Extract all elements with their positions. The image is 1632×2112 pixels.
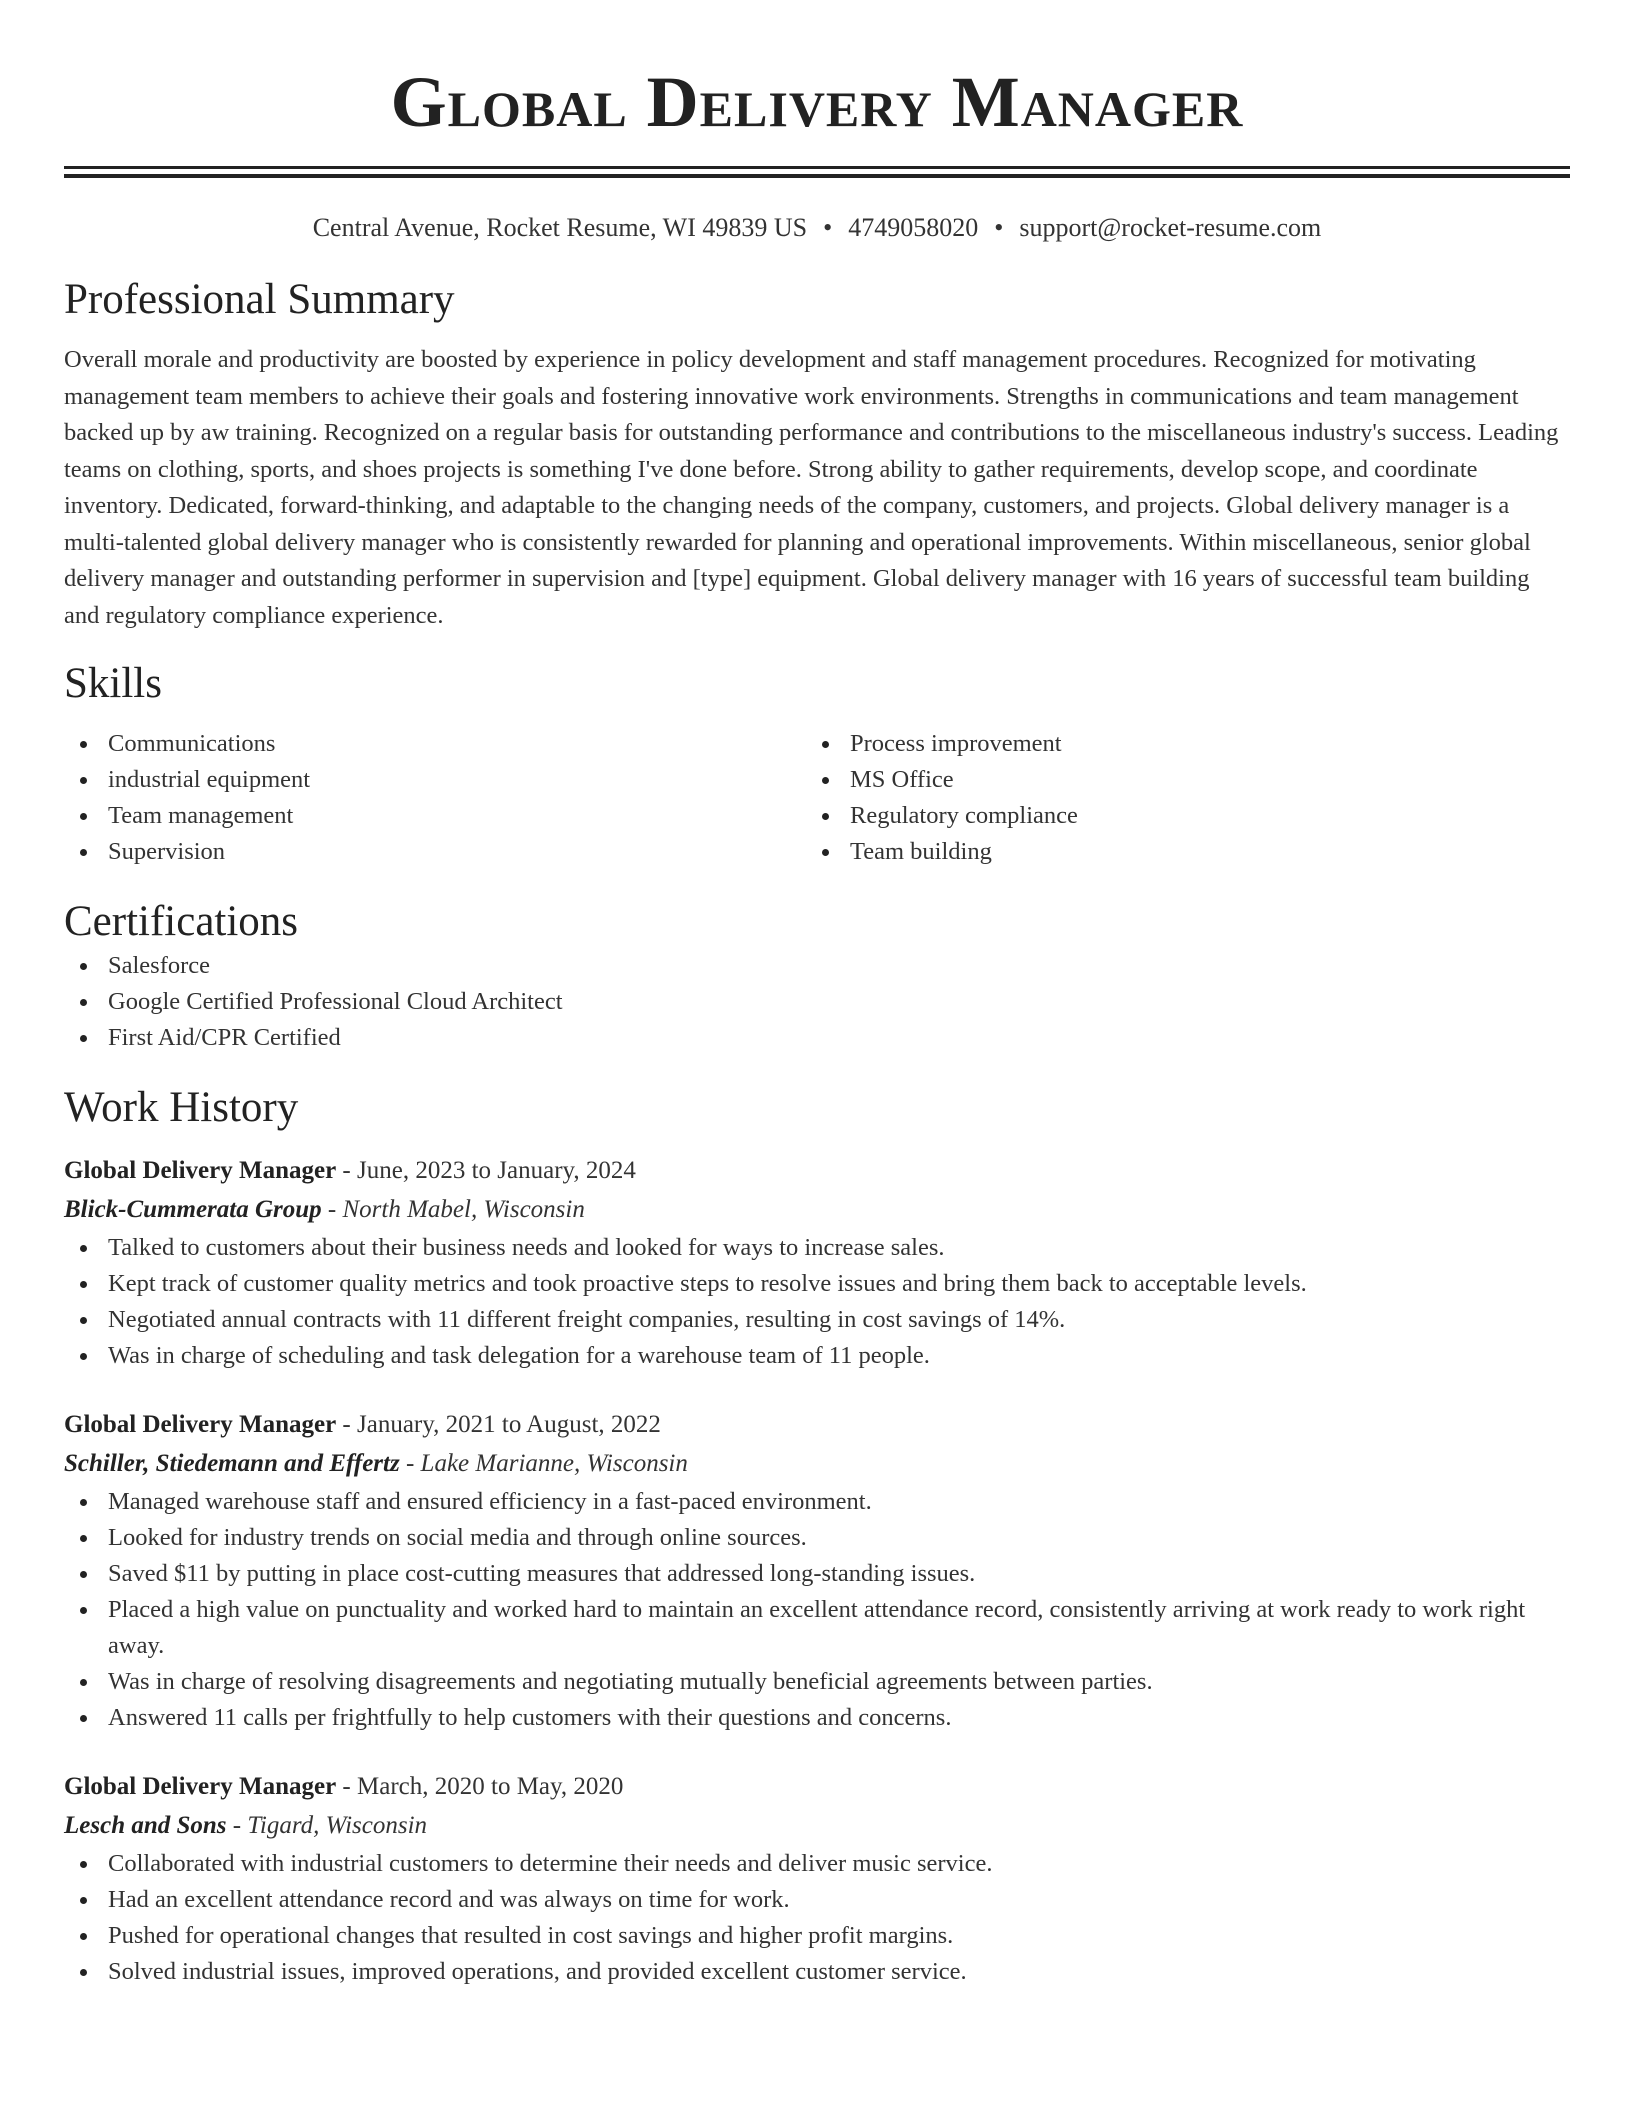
job-bullet-text: Placed a high value on punctuality and worked hard to maintain an excellent attendance record, consistently arriving at work ready to work right away. [108, 1596, 1526, 1659]
skill-item [806, 726, 1548, 762]
job-bullet [64, 1302, 1570, 1338]
bullet-dot [80, 1535, 87, 1542]
skill-label: Regulatory compliance [850, 802, 1078, 829]
job-bullet-text: Negotiated annual contracts with 11 different freight companies, resulting in cost savings of 14%. [108, 1306, 1066, 1333]
skill-item [806, 798, 1548, 834]
bullet-dot [822, 741, 829, 748]
job-bullet-list [64, 1230, 1570, 1374]
skill-label: Process improvement [850, 730, 1062, 757]
certification-item [64, 984, 1570, 1020]
job-bullet-list [64, 1846, 1570, 1990]
bullet-dot [80, 1715, 87, 1722]
bullet-dot [80, 1245, 87, 1252]
certification-label: Salesforce [108, 952, 211, 979]
job-title-line [64, 1152, 1570, 1190]
bullet-dot [80, 849, 87, 856]
skill-item [806, 762, 1548, 798]
job-title: Global Delivery Manager [64, 1773, 337, 1800]
contact-phone: 4749058020 [848, 213, 979, 242]
job-bullet [64, 1520, 1570, 1556]
bullet-dot [80, 1607, 87, 1614]
job-location: - North Mabel, Wisconsin [321, 1196, 585, 1223]
bullet-dot [80, 1933, 87, 1940]
job-bullet-text: Collaborated with industrial customers to determine their needs and deliver music service. [108, 1850, 993, 1877]
page-title: Global Delivery Manager [390, 62, 1244, 142]
job-bullet-text: Saved $11 by putting in place cost-cutting measures that addressed long-standing issues. [108, 1560, 976, 1587]
skill-item [64, 834, 806, 870]
job-bullet [64, 1700, 1570, 1736]
bullet-dot [80, 1679, 87, 1686]
job-title-line [64, 1768, 1570, 1806]
job-bullet-list [64, 1484, 1570, 1736]
bullet-dot [822, 849, 829, 856]
bullet-dot [822, 813, 829, 820]
job-company-line [64, 1190, 1570, 1230]
job-dates: - June, 2023 to January, 2024 [336, 1157, 636, 1184]
contact-address: Central Avenue, Rocket Resume, WI 49839 US [312, 213, 808, 242]
job-company: Schiller, Stiedemann and Effertz [64, 1450, 400, 1477]
bullet-dot [80, 777, 87, 784]
bullet-dot [80, 1861, 87, 1868]
certification-item [64, 948, 1570, 984]
bullet-dot [80, 1317, 87, 1324]
job-bullet-text: Solved industrial issues, improved operations, and provided excellent customer service. [108, 1958, 967, 1985]
bullet-dot [822, 777, 829, 784]
job-bullet [64, 1882, 1570, 1918]
skill-item [806, 834, 1548, 870]
job-bullet [64, 1592, 1570, 1664]
certification-label: Google Certified Professional Cloud Architect [108, 988, 563, 1015]
job-dates: - March, 2020 to May, 2020 [336, 1773, 624, 1800]
summary-text: Overall morale and productivity are boosted by experience in policy development and staff management procedures. Recognized for motivating management team members to achieve their goals and fostering innovative work environments. Strengths in communications and team management backed up by aw training. Recognized on a regular basis for outstanding performance and contributions to the miscellaneous industry's success. Leading teams on clothing, sports, and shoes projects is something I've done before. Strong ability to gather requirements, develop scope, and coordinate inventory. Dedicated, forward-thinking, and adaptable to the changing needs of the company, customers, and projects. Global delivery manager is a multi-talented global delivery manager who is consistently rewarded for planning and operational improvements. Within miscellaneous, senior global delivery manager and outstanding performer in supervision and [type] equipment. Global delivery manager with 16 years of successful team building and regulatory compliance experience. [64, 346, 1559, 629]
job-bullet [64, 1266, 1570, 1302]
job-dates: - January, 2021 to August, 2022 [336, 1411, 661, 1438]
job-title: Global Delivery Manager [64, 1411, 337, 1438]
bullet-dot [80, 1353, 87, 1360]
bullet-dot [80, 963, 87, 970]
title-divider-top [64, 166, 1570, 169]
skill-item [64, 726, 806, 762]
job-bullet-text: Managed warehouse staff and ensured efficiency in a fast-paced environment. [108, 1488, 872, 1515]
job-bullet [64, 1484, 1570, 1520]
bullet-dot [80, 1499, 87, 1506]
bullet-dot [80, 1035, 87, 1042]
certifications-list [64, 948, 1570, 1056]
job-bullet [64, 1664, 1570, 1700]
certifications-heading: Certifications [64, 898, 299, 945]
work-history-heading: Work History [64, 1084, 299, 1131]
skill-label: Communications [108, 730, 276, 757]
job-bullet [64, 1230, 1570, 1266]
job-bullet-text: Pushed for operational changes that resulted in cost savings and higher profit margins. [108, 1922, 954, 1949]
skill-item [64, 798, 806, 834]
job-location: - Lake Marianne, Wisconsin [399, 1450, 688, 1477]
skill-label: MS Office [850, 766, 954, 793]
certification-item [64, 1020, 1570, 1056]
job-company-line [64, 1444, 1570, 1484]
skills-column-right [806, 726, 1548, 870]
job-bullet-text: Had an excellent attendance record and was always on time for work. [108, 1886, 790, 1913]
job-bullet-text: Looked for industry trends on social media and through online sources. [108, 1524, 807, 1551]
job-location: - Tigard, Wisconsin [226, 1812, 428, 1839]
job-bullet-text: Kept track of customer quality metrics and took proactive steps to resolve issues and bring them back to acceptable levels. [108, 1270, 1307, 1297]
job-bullet-text: Was in charge of resolving disagreements and negotiating mutually beneficial agreements between parties. [108, 1668, 1153, 1695]
bullet-dot [80, 999, 87, 1006]
skill-item [64, 762, 806, 798]
resume-page [64, 0, 1570, 1990]
bullet-dot [80, 1571, 87, 1578]
job-company: Lesch and Sons [64, 1812, 227, 1839]
job-entry [64, 1406, 1570, 1736]
bullet-dot [80, 813, 87, 820]
certification-label: First Aid/CPR Certified [108, 1024, 341, 1051]
skills-grid [64, 726, 1570, 870]
job-bullet-text: Answered 11 calls per frightfully to help customers with their questions and concerns. [108, 1704, 952, 1731]
skills-list-right [806, 726, 1548, 870]
bullet-dot [80, 1969, 87, 1976]
job-entry [64, 1768, 1570, 1990]
bullet-dot [80, 741, 87, 748]
skills-heading: Skills [64, 660, 162, 707]
bullet-dot [80, 1281, 87, 1288]
contact-line [64, 212, 1570, 244]
contact-separator: • [823, 213, 833, 242]
skill-label: Supervision [108, 838, 226, 865]
job-entry [64, 1152, 1570, 1374]
skill-label: Team management [108, 802, 294, 829]
job-bullet-text: Was in charge of scheduling and task delegation for a warehouse team of 11 people. [108, 1342, 930, 1369]
job-title: Global Delivery Manager [64, 1157, 337, 1184]
skill-label: Team building [850, 838, 992, 865]
job-title-line [64, 1406, 1570, 1444]
bullet-dot [80, 1897, 87, 1904]
skills-column-left [64, 726, 806, 870]
job-bullet [64, 1846, 1570, 1882]
job-bullet [64, 1338, 1570, 1374]
job-company: Blick-Cummerata Group [64, 1196, 322, 1223]
job-bullet [64, 1954, 1570, 1990]
skills-list-left [64, 726, 806, 870]
title-divider-bottom [64, 174, 1570, 178]
job-bullet [64, 1556, 1570, 1592]
job-bullet-text: Talked to customers about their business needs and looked for ways to increase sales. [108, 1234, 945, 1261]
summary-heading: Professional Summary [64, 276, 455, 323]
skill-label: industrial equipment [108, 766, 311, 793]
contact-email[interactable]: support@rocket-resume.com [1019, 213, 1322, 242]
contact-separator: • [994, 213, 1004, 242]
job-bullet [64, 1918, 1570, 1954]
job-company-line [64, 1806, 1570, 1846]
